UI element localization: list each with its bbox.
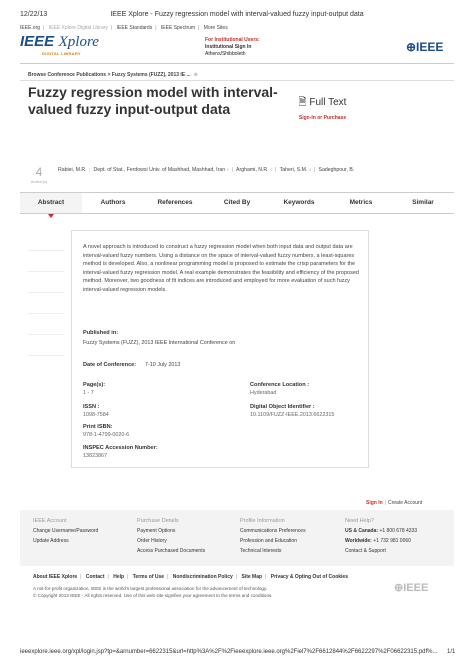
nav-spectrum[interactable]: IEEE Spectrum — [160, 25, 196, 31]
date-value: 7-10 July 2013 — [145, 362, 181, 368]
download-citation-icon[interactable] — [28, 230, 64, 251]
sign-in-purchase-link[interactable]: Sign-In or Purchase — [298, 115, 347, 121]
author-count — [28, 165, 50, 184]
footer-link[interactable]: Update Address — [33, 538, 69, 544]
issn-value: 1098-7584 — [83, 412, 109, 418]
tab-keywords[interactable]: Keywords — [283, 199, 315, 206]
footer-heading: Need Help? — [345, 518, 375, 524]
author-name[interactable]: Sadeghpour, B. — [318, 167, 355, 173]
author-count-number: 4 — [35, 165, 43, 179]
article-tabs — [20, 192, 454, 214]
footer-heading: Purchase Details — [137, 518, 179, 524]
bottom-link[interactable]: Site Map — [241, 574, 263, 580]
tab-metrics[interactable]: Metrics — [349, 199, 373, 206]
sign-in-link[interactable]: Sign In — [366, 500, 383, 506]
institutional-box — [205, 37, 260, 58]
print-url: ieeexplore.ieee.org/xpl/login.jsp?tp=&arnumber=6622315&url=http%3A%2F%2Fieeexplore.ieee.org%2Fiel7%2F6612844%2F6622297%2F06622315.pdf%... — [20, 649, 438, 655]
footer-link[interactable]: Communications Preferences — [240, 528, 306, 534]
pages-value: 1 - 7 — [83, 390, 94, 396]
logo-tagline: DIGITAL LIBRARY — [42, 51, 81, 56]
full-text-box[interactable] — [285, 95, 360, 121]
phone-us: US & Canada: +1 800 678 4333 — [345, 528, 418, 534]
account-links: Sign In | Create Account — [366, 500, 423, 506]
date-label: Date of Conference: — [83, 362, 137, 368]
inspec-label: INSPEC Accession Number: — [83, 445, 158, 451]
footer-link[interactable]: Payment Options — [137, 528, 176, 534]
breadcrumb — [28, 72, 198, 78]
footer-col-profile — [240, 516, 306, 556]
doi-value[interactable]: 10.1109/FUZZ-IEEE.2013.6622315 — [250, 412, 335, 418]
author-count-label: Author(s) — [30, 179, 48, 184]
footer-col-purchase — [137, 516, 205, 556]
author-name[interactable]: Rabiei, M.R. — [58, 167, 87, 173]
institutional-sign-in[interactable]: Institutional Sign In — [205, 44, 252, 50]
nav-ieee-org[interactable]: IEEE.org — [20, 25, 41, 31]
search-author-icon[interactable]: ⌕ — [226, 167, 230, 173]
print-page-number: 1/1 — [447, 649, 456, 655]
bottom-link[interactable]: Terms of Use — [132, 574, 165, 580]
search-author-icon[interactable]: ⌕ — [308, 167, 312, 173]
tab-references[interactable]: References — [157, 199, 193, 206]
copyright-line: © Copyright 2013 IEEE - All rights reserved. Use of this web site signifies your agreement to the terms and conditions. — [33, 592, 273, 598]
footer-link[interactable]: Profession and Education — [240, 538, 297, 544]
breadcrumb-text[interactable]: Browse Conference Publications > Fuzzy Systems (FUZZ), 2013 IE ... — [28, 72, 191, 78]
published-in-link[interactable]: Fuzzy Systems (FUZZ), 2013 IEEE International Conference on — [83, 340, 236, 346]
tab-authors[interactable]: Authors — [100, 199, 126, 206]
tab-abstract[interactable]: Abstract — [20, 193, 82, 213]
rss-icon[interactable]: ⊕ — [193, 72, 198, 78]
export-icon[interactable] — [28, 314, 64, 335]
footer-col-help — [345, 516, 417, 556]
print-icon[interactable] — [28, 272, 64, 293]
tab-similar[interactable]: Similar — [412, 199, 434, 206]
footer-link[interactable]: Order History — [137, 538, 167, 544]
print-isbn-label: Print ISBN: — [83, 424, 113, 430]
copyright-line: A not-for-profit organization, IEEE is the world's largest professional association for the advancement of technology. — [33, 586, 268, 591]
issn-label: ISSN : — [83, 404, 100, 410]
top-nav: IEEE.org | IEEE Xplore Digital Library | IEEE Standards | IEEE Spectrum | More Sites — [20, 25, 228, 31]
logo-product: Xplore — [58, 34, 99, 50]
nav-standards[interactable]: IEEE Standards — [116, 25, 153, 31]
doi-label: Digital Object Identifier : — [250, 404, 315, 410]
xplore-logo[interactable] — [20, 33, 99, 56]
divider — [20, 80, 454, 81]
contact-support-link[interactable]: Contact & Support — [345, 548, 386, 554]
print-page-title: IEEE Xplore - Fuzzy regression model with interval-valued fuzzy input-output data — [110, 11, 364, 18]
author-name[interactable]: Arghami, N.R. — [236, 167, 269, 173]
inspec-value: 13823867 — [83, 453, 107, 459]
full-text-label[interactable]: Full Text — [309, 97, 347, 108]
request-permissions-icon[interactable] — [28, 293, 64, 314]
search-author-icon[interactable]: ⌕ — [270, 167, 273, 173]
bottom-link[interactable]: About IEEE Xplore — [33, 574, 78, 580]
author-list: Rabiei, M.R. ; Dept. of Stat., Ferdowsi Univ. of Mashhad, Mashhad, Iran ⌕ | Arghami, N.R. ⌕ | Taheri, S.M. ⌕ | Sadeghpour, B. — [58, 167, 355, 173]
nav-more-sites[interactable]: More Sites — [203, 25, 228, 31]
print-date: 12/22/13 — [20, 11, 48, 18]
footer-heading: IEEE Account — [33, 518, 67, 524]
divider — [20, 63, 454, 64]
pdf-icon: 🗎 — [298, 97, 307, 108]
tab-cited-by[interactable]: Cited By — [223, 199, 251, 206]
author-name[interactable]: Taheri, S.M. — [279, 167, 308, 173]
side-tools — [28, 230, 64, 356]
athens-shibboleth-link[interactable]: Athens/Shibboleth — [205, 51, 246, 57]
create-account-link[interactable]: Create Account — [387, 500, 423, 506]
footer-link[interactable]: Access Purchased Documents — [137, 548, 206, 554]
email-icon[interactable] — [28, 251, 64, 272]
abstract-text: A novel approach is introduced to construct a fuzzy regression model when both input data and output data are interval-valued fuzzy numbers. Using a distance on the space of interval-valued fuzzy numbers, a least-squares method is developed. Also, a nonlinear programming model is proposed to estimate the crisp parameters for the interval-valued fuzzy regression model. A real example demonstrates the feasibility and efficiency of the proposed method. Moreover, two goodness of fit indices are introduced and employed for more evaluation of such fuzzy interval-valued regression models. — [83, 244, 359, 293]
author-affiliation: Dept. of Stat., Ferdowsi Univ. of Mashhad, Mashhad, Iran — [93, 167, 226, 173]
bottom-links: About IEEE Xplore | Contact | Help | Terms of Use | Nondiscrimination Policy | Site Map | Privacy & Opting Out of Cookies — [33, 574, 348, 580]
published-in-label: Published in: — [83, 330, 119, 336]
phone-worldwide: Worldwide: +1 732 981 0060 — [345, 538, 411, 544]
bottom-link[interactable]: Nondiscrimination Policy — [172, 574, 233, 580]
copyright — [33, 586, 393, 599]
footer-link[interactable]: Technical Interests — [240, 548, 282, 554]
page-title: Fuzzy regression model with interval-valued fuzzy input-output data — [28, 84, 278, 117]
institutional-heading: For Institutional Users: — [205, 37, 260, 43]
nav-xplore[interactable]: IEEE Xplore Digital Library — [48, 25, 108, 31]
footer-col-account — [33, 516, 98, 546]
footer-link[interactable]: Change Username/Password — [33, 528, 99, 534]
bottom-link[interactable]: Contact — [85, 574, 105, 580]
ieee-logo[interactable]: ⊕IEEE — [406, 40, 444, 54]
print-isbn-value: 978-1-4799-0020-6 — [83, 432, 130, 438]
logo-brand: IEEE — [20, 33, 55, 50]
ieee-footer-logo[interactable]: ⊕IEEE — [394, 582, 429, 594]
footer-heading: Profile Information — [240, 518, 285, 524]
bottom-link[interactable]: Help — [113, 574, 125, 580]
bottom-link[interactable]: Privacy & Opting Out of Cookies — [270, 574, 348, 580]
save-icon[interactable] — [28, 335, 64, 356]
location-value: Hyderabad — [250, 390, 277, 396]
pages-label: Page(s): — [83, 382, 106, 388]
location-label: Conference Location : — [250, 382, 310, 388]
